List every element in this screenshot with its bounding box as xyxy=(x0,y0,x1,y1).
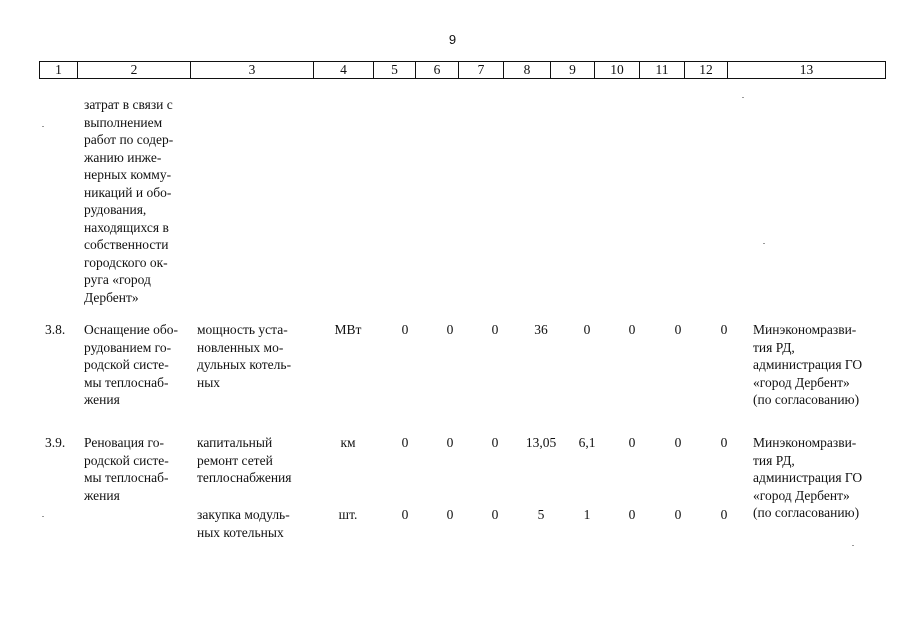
indicator-name: капитальный ремонт сетей теплоснабжения xyxy=(197,435,292,485)
value-cell: 1 xyxy=(583,507,591,522)
column-number: 13 xyxy=(728,62,886,79)
column-number-header xyxy=(39,61,886,79)
value-cell: 0 xyxy=(446,435,454,450)
value-cell: 0 xyxy=(401,507,409,522)
column-number: 4 xyxy=(314,62,374,79)
value-cell: 0 xyxy=(720,435,728,450)
value-cell: 0 xyxy=(401,322,409,337)
page-number: 9 xyxy=(448,32,457,47)
value-cell: 0 xyxy=(491,322,499,337)
column-number: 9 xyxy=(551,62,595,79)
column-number: 2 xyxy=(78,62,191,79)
row-number: 3.9. xyxy=(45,435,66,450)
scan-speck xyxy=(742,97,744,98)
value-cell: 0 xyxy=(628,507,636,522)
column-number: 6 xyxy=(416,62,459,79)
measure-name: Реновация го- родской систе- мы теплоснаб- жения xyxy=(84,435,169,503)
value-cell: 0 xyxy=(674,435,682,450)
value-cell: 36 xyxy=(534,322,548,337)
value-cell: 0 xyxy=(720,322,728,337)
value-cell: 0 xyxy=(491,507,499,522)
scan-speck xyxy=(763,243,765,244)
column-number: 12 xyxy=(685,62,728,79)
column-number: 7 xyxy=(459,62,504,79)
value-cell: 0 xyxy=(491,435,499,450)
value-cell: 0 xyxy=(628,322,636,337)
scan-speck xyxy=(852,545,854,546)
value-cell: 0 xyxy=(674,507,682,522)
responsible: Минэкономразви- тия РД, администрация ГО «город Дербент» (по согласованию) xyxy=(753,322,863,407)
unit: МВт xyxy=(334,322,362,337)
column-number: 5 xyxy=(374,62,416,79)
value-cell: 0 xyxy=(720,507,728,522)
indicator-name: закупка модуль- ных котельных xyxy=(197,507,290,540)
row-number: 3.8. xyxy=(45,322,66,337)
column-number: 8 xyxy=(504,62,551,79)
responsible: Минэкономразви- тия РД, администрация ГО «город Дербент» (по согласованию) xyxy=(753,435,863,520)
value-cell: 0 xyxy=(446,507,454,522)
column-number: 1 xyxy=(40,62,78,79)
column-number: 10 xyxy=(595,62,640,79)
value-cell: 6,1 xyxy=(578,435,596,450)
unit: шт. xyxy=(338,507,358,522)
scan-speck xyxy=(42,516,44,517)
continued-measure-text: затрат в связи с выполнением работ по содер- жанию инже- нерных комму- никаций и обо- рудования, находящихся в собственности городского ок- руга «город Дербент» xyxy=(84,97,174,305)
unit: км xyxy=(340,435,356,450)
measure-name: Оснащение обо- рудованием го- родской систе- мы теплоснаб- жения xyxy=(84,322,179,407)
value-cell: 0 xyxy=(401,435,409,450)
value-cell: 5 xyxy=(537,507,545,522)
value-cell: 0 xyxy=(674,322,682,337)
value-cell: 13,05 xyxy=(525,435,557,450)
value-cell: 0 xyxy=(446,322,454,337)
column-number: 3 xyxy=(191,62,314,79)
value-cell: 0 xyxy=(628,435,636,450)
column-number: 11 xyxy=(640,62,685,79)
value-cell: 0 xyxy=(583,322,591,337)
scan-speck xyxy=(42,126,44,127)
indicator-name: мощность уста- новленных мо- дульных котель- ных xyxy=(197,322,292,390)
